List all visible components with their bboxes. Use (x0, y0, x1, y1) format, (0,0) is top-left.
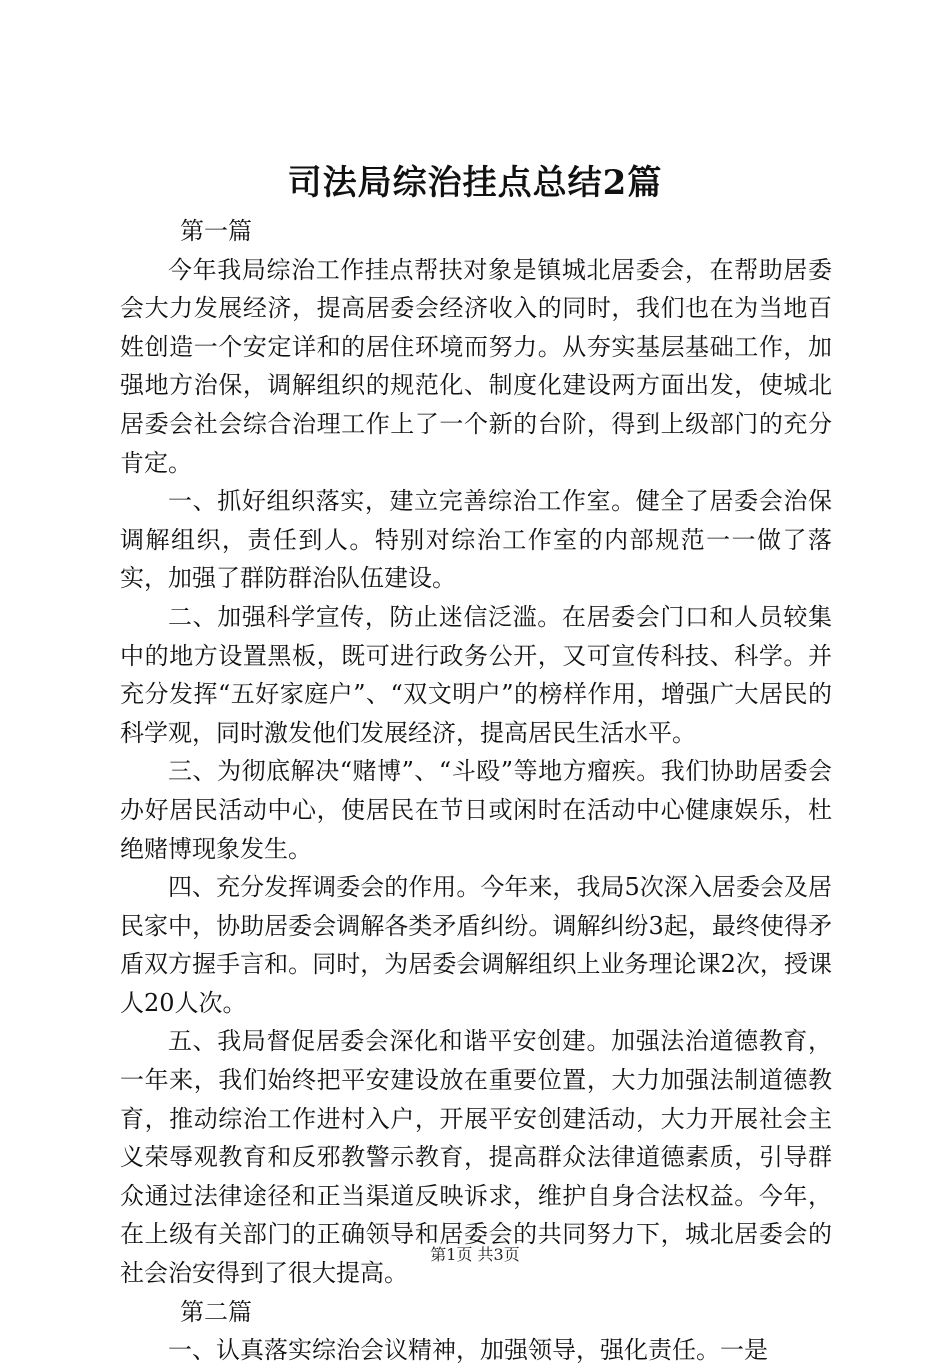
section-heading-2: 第二篇 (180, 1297, 252, 1326)
document-title: 司法局综治挂点总结2篇 (287, 163, 663, 203)
paragraph-item-3: 三、为彻底解决“赌博”、“斗殴”等地方瘤疾。我们协助居委会办好居民活动中心，使居民在节日或闲时在活动中心健康娱乐，杜绝赌博现象发生。 (120, 757, 832, 863)
paragraph-item-1: 一、抓好组织落实，建立完善综治工作室。健全了居委会治保调解组织，责任到人。特别对综治工作室的内部规范一一做了落实，加强了群防群治队伍建设。 (120, 487, 832, 593)
section-heading-1: 第一篇 (180, 217, 252, 245)
paragraph-item-5: 五、我局督促居委会深化和谐平安创建。加强法治道德教育，一年来，我们始终把平安建设放在重要位置，大力加强法制道德教育，推动综治工作进村入户，开展平安创建活动，大力开展社会主义荣辱观教育和反邪教警示教育，提高群众法律道德素质，引导群众通过法律途径和正当渠道反映诉求，维护自身合法权益。今年，在上级有关部门的正确领导和居委会的共同努力下，城北居委会的社会治安得到了很大提高。 (120, 1027, 832, 1288)
page-footer: 第1页 共3页 (430, 1245, 520, 1264)
document-body (120, 212, 832, 1370)
paragraph-item-2: 二、加强科学宣传，防止迷信泛滥。在居委会门口和人员较集中的地方设置黑板，既可进行政务公开，又可宣传科技、科学。并充分发挥“五好家庭户”、“双文明户”的榜样作用，增强广大居民的科学观，同时激发他们发展经济，提高居民生活水平。 (120, 602, 832, 747)
paragraph-intro: 今年我局综治工作挂点帮扶对象是镇城北居委会，在帮助居委会大力发展经济，提高居委会经济收入的同时，我们也在为当地百姓创造一个安定详和的居住环境而努力。从夯实基层基础工作，加强地方治保，调解组织的规范化、制度化建设两方面出发，使城北居委会社会综合治理工作上了一个新的台阶，得到上级部门的充分肯定。 (120, 255, 832, 477)
paragraph-section2-item-1: 一、认真落实综治会议精神，加强领导，强化责任。一是 (168, 1336, 768, 1365)
paragraph-item-4: 四、充分发挥调委会的作用。今年来，我局5次深入居委会及居民家中，协助居委会调解各类矛盾纠纷。调解纠纷3起，最终使得矛盾双方握手言和。同时，为居委会调解组织上业务理论课2次，授课人20人次。 (120, 873, 832, 1017)
